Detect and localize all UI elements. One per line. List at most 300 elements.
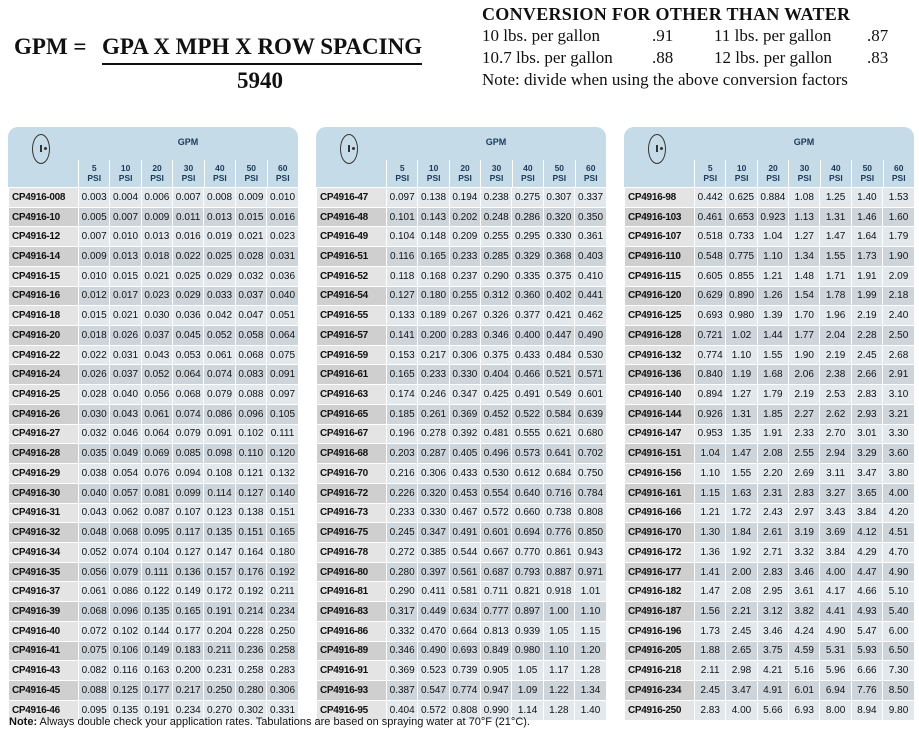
part-number-cell: CP4916-15 bbox=[9, 266, 79, 286]
table-row bbox=[317, 385, 607, 405]
psi-header: 30 PSI bbox=[788, 160, 819, 187]
part-number-cell: CP4916-132 bbox=[625, 345, 695, 365]
gpm-cell: 3.80 bbox=[883, 464, 914, 484]
formula-numerator: GPA X MPH X ROW SPACING bbox=[102, 34, 422, 65]
gpm-cell: 0.634 bbox=[449, 602, 480, 622]
gpm-cell: 0.621 bbox=[543, 424, 574, 444]
gpm-cell: 0.180 bbox=[267, 542, 298, 562]
gpm-cell: 0.721 bbox=[695, 326, 726, 346]
part-number-cell: CP4916-73 bbox=[317, 503, 387, 523]
gpm-cell: 1.60 bbox=[883, 207, 914, 227]
gpm-cell: 0.360 bbox=[512, 286, 543, 306]
conversion-row bbox=[482, 47, 912, 69]
gpm-cell: 0.522 bbox=[512, 404, 543, 424]
part-number-cell: CP4916-65 bbox=[317, 404, 387, 424]
gpm-cell: 0.926 bbox=[695, 404, 726, 424]
gpm-cell: 6.93 bbox=[789, 700, 820, 720]
gpm-cell: 2.43 bbox=[757, 503, 788, 523]
gpm-cell: 2.45 bbox=[695, 680, 726, 700]
part-number-cell: CP4916-54 bbox=[317, 286, 387, 306]
gpm-cell: 4.47 bbox=[851, 562, 882, 582]
gpm-cell: 0.172 bbox=[204, 582, 235, 602]
table-row bbox=[625, 562, 915, 582]
table-row bbox=[9, 266, 299, 286]
part-number-cell: CP4916-140 bbox=[625, 385, 695, 405]
table-row bbox=[317, 326, 607, 346]
table-row bbox=[317, 641, 607, 661]
gpm-cell: 0.248 bbox=[481, 207, 512, 227]
gpm-cell: 0.625 bbox=[726, 188, 757, 208]
gpm-cell: 0.043 bbox=[79, 503, 110, 523]
gpm-cell: 0.234 bbox=[267, 602, 298, 622]
part-number-cell: CP4916-86 bbox=[317, 621, 387, 641]
gpm-cell: 0.068 bbox=[110, 523, 141, 543]
gpm-cell: 0.040 bbox=[267, 286, 298, 306]
gpm-cell: 0.196 bbox=[387, 424, 418, 444]
table-row bbox=[9, 247, 299, 267]
gpm-cell: 0.793 bbox=[512, 562, 543, 582]
nozzle-icon bbox=[340, 134, 358, 164]
gpm-cell: 1.47 bbox=[726, 444, 757, 464]
gpm-cell: 1.73 bbox=[851, 247, 882, 267]
gpm-cell: 0.361 bbox=[575, 227, 606, 247]
gpm-cell: 0.216 bbox=[387, 464, 418, 484]
gpm-cell: 0.026 bbox=[110, 326, 141, 346]
table-row bbox=[9, 286, 299, 306]
gpm-cell: 0.015 bbox=[79, 306, 110, 326]
gpm-cell: 1.63 bbox=[726, 483, 757, 503]
gpm-cell: 0.108 bbox=[204, 464, 235, 484]
gpm-cell: 0.405 bbox=[449, 444, 480, 464]
gpm-cell: 0.064 bbox=[173, 365, 204, 385]
gpm-cell: 0.385 bbox=[418, 542, 449, 562]
gpm-cell: 4.20 bbox=[883, 503, 914, 523]
gpm-cell: 0.306 bbox=[418, 464, 449, 484]
table-row bbox=[625, 602, 915, 622]
gpm-cell: 0.571 bbox=[575, 365, 606, 385]
gpm-cell: 0.272 bbox=[387, 542, 418, 562]
gpm-cell: 5.47 bbox=[851, 621, 882, 641]
psi-header: 10 PSI bbox=[109, 160, 140, 187]
gpm-cell: 1.85 bbox=[757, 404, 788, 424]
gpm-cell: 5.66 bbox=[757, 700, 788, 720]
gpm-data-table bbox=[8, 187, 298, 720]
table-row bbox=[9, 326, 299, 346]
part-number-cell: CP4916-107 bbox=[625, 227, 695, 247]
gpm-cell: 0.091 bbox=[204, 424, 235, 444]
gpm-cell: 0.521 bbox=[543, 365, 574, 385]
table-row bbox=[317, 523, 607, 543]
gpm-cell: 0.410 bbox=[575, 266, 606, 286]
gpm-cell: 1.47 bbox=[695, 582, 726, 602]
gpm-cell: 0.088 bbox=[235, 385, 266, 405]
gpm-cell: 0.774 bbox=[695, 345, 726, 365]
gpm-cell: 0.058 bbox=[235, 326, 266, 346]
gpm-table-3 bbox=[624, 127, 914, 720]
gpm-cell: 0.238 bbox=[481, 188, 512, 208]
gpm-cell: 2.65 bbox=[726, 641, 757, 661]
gpm-cell: 0.046 bbox=[110, 424, 141, 444]
gpm-cell: 0.490 bbox=[575, 326, 606, 346]
gpm-cell: 3.60 bbox=[883, 444, 914, 464]
gpm-cell: 0.151 bbox=[235, 523, 266, 543]
psi-header-row bbox=[386, 160, 606, 187]
gpm-cell: 4.51 bbox=[883, 523, 914, 543]
gpm-cell: 0.036 bbox=[173, 306, 204, 326]
gpm-cell: 0.116 bbox=[387, 247, 418, 267]
part-number-cell: CP4916-128 bbox=[625, 326, 695, 346]
part-number-cell: CP4916-91 bbox=[317, 661, 387, 681]
table-row bbox=[9, 680, 299, 700]
part-number-cell: CP4916-25 bbox=[9, 385, 79, 405]
gpm-cell: 0.104 bbox=[141, 542, 172, 562]
footnote bbox=[9, 716, 530, 728]
gpm-cell: 1.90 bbox=[789, 345, 820, 365]
gpm-cell: 0.052 bbox=[204, 326, 235, 346]
gpm-cell: 0.075 bbox=[79, 641, 110, 661]
table-header bbox=[316, 127, 606, 187]
part-number-cell: CP4916-75 bbox=[317, 523, 387, 543]
gpm-cell: 0.062 bbox=[110, 503, 141, 523]
gpm-cell: 1.10 bbox=[757, 247, 788, 267]
gpm-cell: 2.71 bbox=[757, 542, 788, 562]
gpm-cell: 3.11 bbox=[820, 464, 851, 484]
table-row bbox=[625, 424, 915, 444]
gpm-cell: 0.275 bbox=[512, 188, 543, 208]
table-row bbox=[9, 404, 299, 424]
gpm-cell: 0.484 bbox=[543, 345, 574, 365]
nozzle-header bbox=[8, 127, 78, 187]
part-number-cell: CP4916-68 bbox=[317, 444, 387, 464]
gpm-cell: 0.346 bbox=[481, 326, 512, 346]
gpm-cell: 2.95 bbox=[757, 582, 788, 602]
gpm-cell: 0.026 bbox=[79, 365, 110, 385]
gpm-cell: 0.174 bbox=[387, 385, 418, 405]
gpm-cell: 1.27 bbox=[726, 385, 757, 405]
gpm-cell: 0.064 bbox=[267, 326, 298, 346]
gpm-cell: 4.93 bbox=[851, 602, 882, 622]
gpm-cell: 0.544 bbox=[449, 542, 480, 562]
part-number-cell: CP4916-46 bbox=[9, 700, 79, 720]
gpm-cell: 0.601 bbox=[575, 385, 606, 405]
table-row bbox=[317, 582, 607, 602]
gpm-cell: 0.320 bbox=[543, 207, 574, 227]
gpm-cell: 2.66 bbox=[851, 365, 882, 385]
gpm-cell: 0.075 bbox=[267, 345, 298, 365]
table-row bbox=[317, 542, 607, 562]
gpm-cell: 0.021 bbox=[141, 266, 172, 286]
gpm-cell: 0.849 bbox=[481, 641, 512, 661]
gpm-cell: 0.214 bbox=[235, 602, 266, 622]
gpm-cell: 0.855 bbox=[726, 266, 757, 286]
gpm-cell: 0.387 bbox=[387, 680, 418, 700]
table-row bbox=[9, 207, 299, 227]
table-row bbox=[625, 404, 915, 424]
gpm-cell: 0.840 bbox=[695, 365, 726, 385]
gpm-cell: 0.561 bbox=[449, 562, 480, 582]
part-number-cell: CP4916-177 bbox=[625, 562, 695, 582]
gpm-cell: 0.030 bbox=[79, 404, 110, 424]
gpm-cell: 0.404 bbox=[481, 365, 512, 385]
gpm-cell: 0.016 bbox=[173, 227, 204, 247]
gpm-cell: 0.087 bbox=[141, 503, 172, 523]
gpm-cell: 0.043 bbox=[141, 345, 172, 365]
gpm-cell: 0.317 bbox=[387, 602, 418, 622]
gpm-cell: 1.39 bbox=[757, 306, 788, 326]
gpm-cell: 0.200 bbox=[173, 661, 204, 681]
table-row bbox=[9, 503, 299, 523]
gpm-cell: 0.716 bbox=[543, 483, 574, 503]
gpm-cell: 0.015 bbox=[235, 207, 266, 227]
gpm-cell: 0.102 bbox=[110, 621, 141, 641]
table-row bbox=[9, 562, 299, 582]
gpm-cell: 1.88 bbox=[695, 641, 726, 661]
part-number-cell: CP4916-196 bbox=[625, 621, 695, 641]
gpm-cell: 1.20 bbox=[575, 641, 606, 661]
gpm-cell: 0.255 bbox=[481, 227, 512, 247]
nozzle-header bbox=[316, 127, 386, 187]
gpm-cell: 0.008 bbox=[204, 188, 235, 208]
psi-header: 20 PSI bbox=[449, 160, 480, 187]
conversion-factor: .87 bbox=[867, 26, 889, 45]
conversion-label: 12 lbs. per gallon bbox=[714, 48, 833, 67]
table-row bbox=[625, 483, 915, 503]
gpm-cell: 0.123 bbox=[204, 503, 235, 523]
gpm-cell: 2.53 bbox=[820, 385, 851, 405]
gpm-cell: 0.052 bbox=[79, 542, 110, 562]
gpm-cell: 0.211 bbox=[204, 641, 235, 661]
psi-header: 60 PSI bbox=[883, 160, 914, 187]
gpm-cell: 0.236 bbox=[235, 641, 266, 661]
gpm-cell: 4.70 bbox=[883, 542, 914, 562]
gpm-cell: 1.10 bbox=[695, 464, 726, 484]
conversion-row bbox=[482, 25, 912, 47]
gpm-cell: 5.16 bbox=[789, 661, 820, 681]
gpm-cell: 0.449 bbox=[418, 602, 449, 622]
gpm-cell: 0.121 bbox=[235, 464, 266, 484]
gpm-cell: 3.01 bbox=[851, 424, 882, 444]
gpm-cell: 0.518 bbox=[695, 227, 726, 247]
gpm-cell: 9.80 bbox=[883, 700, 914, 720]
gpm-cell: 0.283 bbox=[449, 326, 480, 346]
gpm-cell: 0.280 bbox=[387, 562, 418, 582]
gpm-cell: 0.447 bbox=[543, 326, 574, 346]
gpm-cell: 0.097 bbox=[267, 385, 298, 405]
psi-header: 20 PSI bbox=[141, 160, 172, 187]
part-number-cell: CP4916-26 bbox=[9, 404, 79, 424]
gpm-cell: 0.028 bbox=[235, 247, 266, 267]
gpm-cell: 0.326 bbox=[481, 306, 512, 326]
gpm-cell: 0.330 bbox=[543, 227, 574, 247]
gpm-cell: 0.096 bbox=[235, 404, 266, 424]
gpm-cell: 3.69 bbox=[820, 523, 851, 543]
part-number-cell: CP4916-250 bbox=[625, 700, 695, 720]
gpm-cell: 0.250 bbox=[204, 680, 235, 700]
gpm-cell: 0.572 bbox=[481, 503, 512, 523]
gpm-cell: 0.138 bbox=[235, 503, 266, 523]
gpm-cell: 0.047 bbox=[235, 306, 266, 326]
part-number-cell: CP4916-47 bbox=[317, 188, 387, 208]
part-number-cell: CP4916-55 bbox=[317, 306, 387, 326]
gpm-cell: 1.10 bbox=[575, 602, 606, 622]
psi-header: 60 PSI bbox=[575, 160, 606, 187]
gpm-cell: 0.107 bbox=[173, 503, 204, 523]
part-number-cell: CP4916-16 bbox=[9, 286, 79, 306]
gpm-cell: 0.147 bbox=[204, 542, 235, 562]
table-row bbox=[317, 188, 607, 208]
gpm-cell: 0.612 bbox=[512, 464, 543, 484]
gpm-cell: 0.102 bbox=[235, 424, 266, 444]
part-number-cell: CP4916-72 bbox=[317, 483, 387, 503]
gpm-cell: 0.079 bbox=[204, 385, 235, 405]
gpm-cell: 0.118 bbox=[387, 266, 418, 286]
gpm-cell: 0.056 bbox=[79, 562, 110, 582]
gpm-cell: 0.233 bbox=[449, 247, 480, 267]
gpm-cell: 3.27 bbox=[820, 483, 851, 503]
part-number-cell: CP4916-35 bbox=[9, 562, 79, 582]
gpm-cell: 0.094 bbox=[173, 464, 204, 484]
gpm-cell: 0.490 bbox=[418, 641, 449, 661]
gpm-cell: 0.555 bbox=[512, 424, 543, 444]
gpm-cell: 1.13 bbox=[789, 207, 820, 227]
gpm-cell: 1.21 bbox=[757, 266, 788, 286]
conversion-note: Note: divide when using the above conversion factors bbox=[482, 70, 848, 89]
gpm-cell: 0.165 bbox=[387, 365, 418, 385]
gpm-cell: 0.007 bbox=[110, 207, 141, 227]
gpm-header: GPM bbox=[386, 127, 606, 160]
gpm-cell: 4.90 bbox=[820, 621, 851, 641]
gpm-cell: 0.403 bbox=[575, 247, 606, 267]
gpm-data-table bbox=[316, 187, 606, 720]
gpm-cell: 0.549 bbox=[543, 385, 574, 405]
gpm-cell: 1.40 bbox=[851, 188, 882, 208]
gpm-cell: 3.32 bbox=[789, 542, 820, 562]
gpm-cell: 0.079 bbox=[173, 424, 204, 444]
gpm-cell: 3.10 bbox=[883, 385, 914, 405]
psi-header: 50 PSI bbox=[851, 160, 882, 187]
gpm-cell: 0.808 bbox=[449, 700, 480, 720]
gpm-cell: 2.18 bbox=[883, 286, 914, 306]
gpm-cell: 0.010 bbox=[267, 188, 298, 208]
gpm-cell: 5.31 bbox=[820, 641, 851, 661]
gpm-cell: 3.84 bbox=[820, 542, 851, 562]
gpm-cell: 1.22 bbox=[543, 680, 574, 700]
gpm-cell: 0.194 bbox=[449, 188, 480, 208]
part-number-cell: CP4916-125 bbox=[625, 306, 695, 326]
gpm-cell: 0.530 bbox=[481, 464, 512, 484]
gpm-cell: 4.00 bbox=[820, 562, 851, 582]
gpm-cell: 4.90 bbox=[883, 562, 914, 582]
gpm-cell: 0.003 bbox=[79, 188, 110, 208]
gpm-cell: 0.850 bbox=[575, 523, 606, 543]
gpm-cell: 0.138 bbox=[418, 188, 449, 208]
gpm-cell: 0.177 bbox=[141, 680, 172, 700]
part-number-cell: CP4916-14 bbox=[9, 247, 79, 267]
gpm-cell: 0.010 bbox=[79, 266, 110, 286]
gpm-cell: 0.250 bbox=[267, 621, 298, 641]
gpm-cell: 0.061 bbox=[141, 404, 172, 424]
gpm-cell: 0.135 bbox=[110, 700, 141, 720]
gpm-cell: 0.217 bbox=[418, 345, 449, 365]
gpm-cell: 0.750 bbox=[575, 464, 606, 484]
gpm-cell: 0.306 bbox=[449, 345, 480, 365]
gpm-cell: 1.10 bbox=[543, 641, 574, 661]
psi-header: 40 PSI bbox=[820, 160, 851, 187]
psi-header: 5 PSI bbox=[386, 160, 417, 187]
gpm-cell: 0.233 bbox=[387, 503, 418, 523]
gpm-cell: 0.442 bbox=[695, 188, 726, 208]
gpm-cell: 0.136 bbox=[173, 562, 204, 582]
gpm-cell: 0.377 bbox=[512, 306, 543, 326]
table-row bbox=[9, 641, 299, 661]
gpm-cell: 1.01 bbox=[575, 582, 606, 602]
gpm-cell: 0.117 bbox=[173, 523, 204, 543]
gpm-cell: 1.35 bbox=[726, 424, 757, 444]
gpm-cell: 0.884 bbox=[757, 188, 788, 208]
gpm-cell: 0.470 bbox=[418, 621, 449, 641]
psi-header: 10 PSI bbox=[417, 160, 448, 187]
gpm-cell: 0.369 bbox=[387, 661, 418, 681]
gpm-cell: 1.28 bbox=[575, 661, 606, 681]
part-number-cell: CP4916-110 bbox=[625, 247, 695, 267]
table-row bbox=[9, 661, 299, 681]
gpm-cell: 0.302 bbox=[235, 700, 266, 720]
gpm-cell: 0.021 bbox=[110, 306, 141, 326]
part-number-cell: CP4916-63 bbox=[317, 385, 387, 405]
gpm-cell: 4.66 bbox=[851, 582, 882, 602]
table-row bbox=[625, 444, 915, 464]
gpm-cell: 0.040 bbox=[79, 483, 110, 503]
gpm-cell: 0.368 bbox=[543, 247, 574, 267]
gpm-cell: 0.687 bbox=[481, 562, 512, 582]
gpm-cell: 0.411 bbox=[418, 582, 449, 602]
gpm-cell: 0.369 bbox=[449, 404, 480, 424]
gpm-cell: 1.19 bbox=[726, 365, 757, 385]
gpm-cell: 2.70 bbox=[820, 424, 851, 444]
gpm-cell: 1.90 bbox=[883, 247, 914, 267]
gpm-cell: 3.19 bbox=[789, 523, 820, 543]
gpm-cell: 0.191 bbox=[141, 700, 172, 720]
table-row bbox=[317, 404, 607, 424]
gpm-cell: 1.04 bbox=[757, 227, 788, 247]
table-row bbox=[9, 602, 299, 622]
gpm-cell: 0.573 bbox=[512, 444, 543, 464]
part-number-cell: CP4916-59 bbox=[317, 345, 387, 365]
gpm-cell: 0.057 bbox=[110, 483, 141, 503]
gpm-cell: 3.47 bbox=[726, 680, 757, 700]
conversion-box bbox=[482, 3, 912, 91]
table-row bbox=[317, 207, 607, 227]
gpm-cell: 3.47 bbox=[851, 464, 882, 484]
gpm-cell: 0.330 bbox=[449, 365, 480, 385]
gpm-cell: 0.887 bbox=[543, 562, 574, 582]
gpm-cell: 0.897 bbox=[512, 602, 543, 622]
gpm-cell: 1.55 bbox=[757, 345, 788, 365]
gpm-cell: 0.347 bbox=[449, 385, 480, 405]
part-number-cell: CP4916-32 bbox=[9, 523, 79, 543]
gpm-cell: 0.739 bbox=[449, 661, 480, 681]
gpm-cell: 0.061 bbox=[79, 582, 110, 602]
gpm-cell: 0.086 bbox=[110, 582, 141, 602]
gpm-cell: 1.15 bbox=[575, 621, 606, 641]
gpm-cell: 0.053 bbox=[173, 345, 204, 365]
gpm-cell: 0.054 bbox=[110, 464, 141, 484]
gpm-header: GPM bbox=[78, 127, 298, 160]
psi-header: 50 PSI bbox=[543, 160, 574, 187]
gpm-cell: 0.217 bbox=[173, 680, 204, 700]
gpm-cell: 0.641 bbox=[543, 444, 574, 464]
psi-header: 30 PSI bbox=[172, 160, 203, 187]
